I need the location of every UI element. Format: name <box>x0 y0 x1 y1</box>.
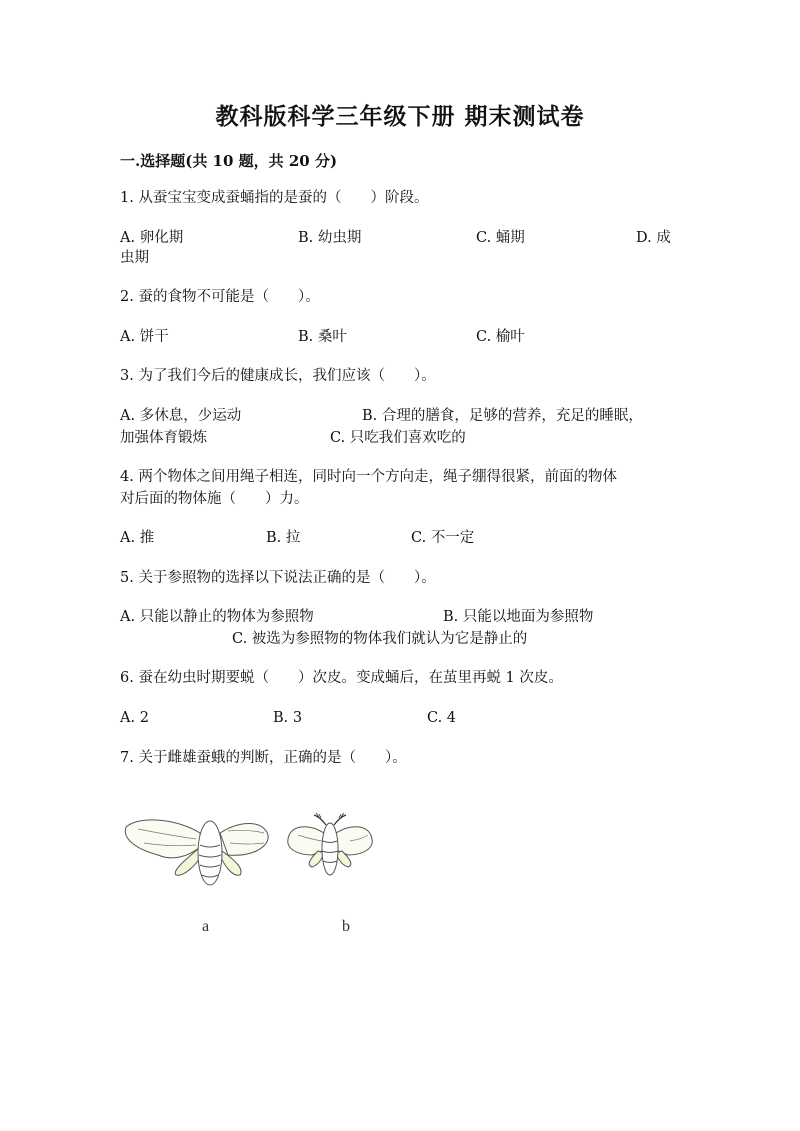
moth-a-label: a <box>202 918 210 935</box>
question-3-option-c: C. 只吃我们喜欢吃的 <box>330 430 466 446</box>
question-5-option-b: B. 只能以地面为参照物 <box>443 609 594 625</box>
question-4-option-a: A. 推 <box>120 530 155 546</box>
page-title: 教科版科学三年级下册 期末测试卷 <box>215 103 585 130</box>
question-5-option-c: C. 被选为参照物的物体我们就认为它是静止的 <box>232 631 528 647</box>
question-7-stem: 7. 关于雌雄蚕蛾的判断，正确的是（ ）。 <box>120 750 407 766</box>
question-1-option-a: A. 卵化期 <box>120 230 184 246</box>
moth-b-illustration <box>288 813 372 875</box>
question-4-stem-line-2: 对后面的物体施（ ）力。 <box>120 491 309 507</box>
question-3-stem: 3. 为了我们今后的健康成长，我们应该（ ）。 <box>120 368 436 384</box>
question-4-stem-line-1: 4. 两个物体之间用绳子相连，同时向一个方向走，绳子绷得很紧，前面的物体 <box>120 469 617 485</box>
question-6-option-b: B. 3 <box>273 710 303 726</box>
question-3-option-a: A. 多休息，少运动 <box>120 408 242 424</box>
question-1-option-b: B. 幼虫期 <box>298 230 362 246</box>
question-4-option-c: C. 不一定 <box>411 530 475 546</box>
moth-b-label: b <box>342 918 350 935</box>
question-5-option-a: A. 只能以静止的物体为参照物 <box>120 609 314 625</box>
question-1-option-d-continued: 虫期 <box>120 250 149 266</box>
question-1-stem: 1. 从蚕宝宝变成蚕蛹指的是蚕的（ ）阶段。 <box>120 190 429 206</box>
section-heading: 一.选择题(共 10 题，共 20 分) <box>120 152 338 170</box>
question-2-option-c: C. 榆叶 <box>476 329 525 345</box>
question-6-stem: 6. 蚕在幼虫时期要蜕（ ）次皮。变成蛹后，在茧里再蜕 1 次皮。 <box>120 670 563 686</box>
question-3-option-b-continued: 加强体育锻炼 <box>120 430 207 446</box>
question-6-option-a: A. 2 <box>120 710 149 726</box>
moth-a-illustration <box>125 820 268 885</box>
question-2-option-b: B. 桑叶 <box>298 329 347 345</box>
question-3-option-b: B. 合理的膳食，足够的营养，充足的睡眠， <box>362 408 643 424</box>
question-1-option-d: D. 成 <box>636 230 671 246</box>
question-5-stem: 5. 关于参照物的选择以下说法正确的是（ ）。 <box>120 570 436 586</box>
question-4-option-b: B. 拉 <box>266 530 301 546</box>
question-2-stem: 2. 蚕的食物不可能是（ ）。 <box>120 289 320 305</box>
silkworm-moth-figure <box>118 805 398 945</box>
question-2-option-a: A. 饼干 <box>120 329 169 345</box>
question-6-option-c: C. 4 <box>427 710 457 726</box>
question-1-option-c: C. 蛹期 <box>476 230 525 246</box>
